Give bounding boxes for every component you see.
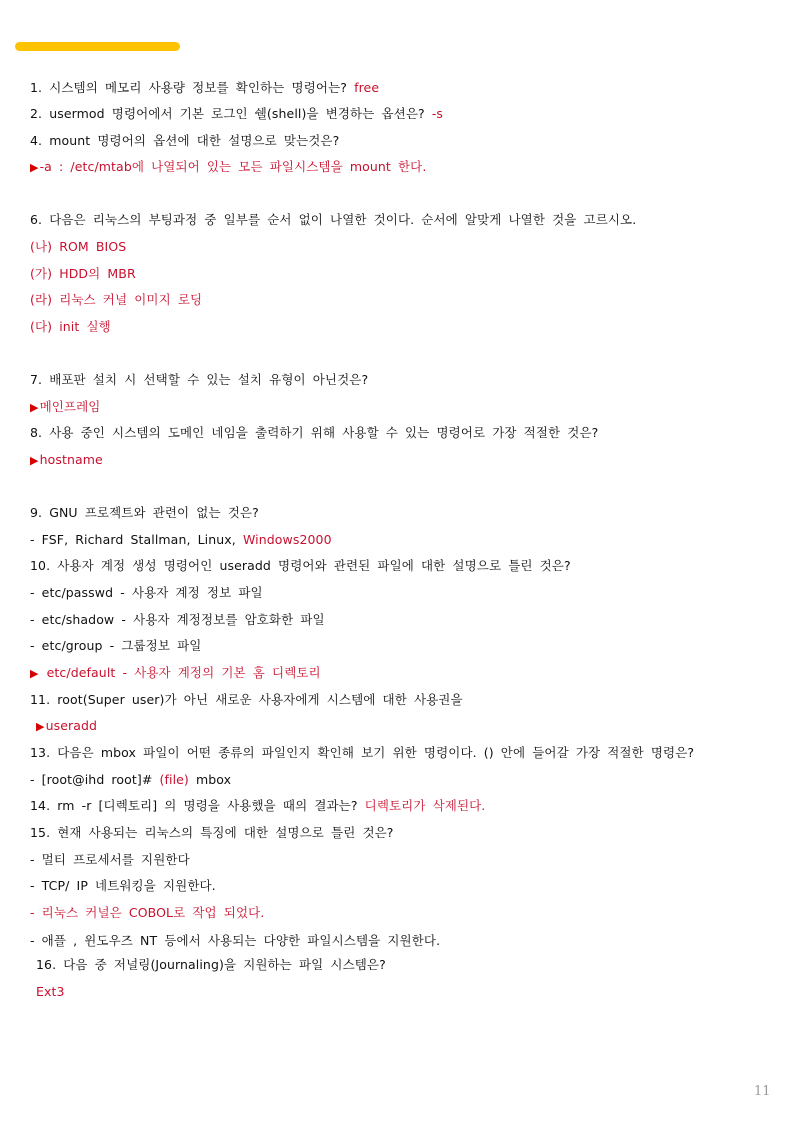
answer-text: (file) <box>159 772 189 787</box>
question-13 <box>30 745 694 761</box>
question-15 <box>30 825 394 841</box>
option-10-2: - etc/shadow - 사용자 계정정보를 암호화한 파일 <box>30 612 325 627</box>
answer-6-item-2: (가) HDD의 MBR <box>30 266 136 281</box>
option-10-3: - etc/group - 그룹정보 파일 <box>30 638 202 653</box>
question-text: 6. 다음은 리눅스의 부팅과정 중 일부를 순서 없이 나열한 것이다. 순서에 알맞게 나열한 것을 고르시오. <box>30 212 637 227</box>
options-text: - FSF, Richard Stallman, Linux, <box>30 532 243 547</box>
answer-15: - 리눅스 커널은 COBOL로 작업 되었다. <box>30 905 265 920</box>
answer-text: hostname <box>39 452 103 467</box>
answer-text: 메인프레임 <box>39 399 101 414</box>
answer-6-item-3: (라) 리눅스 커널 이미지 로딩 <box>30 292 203 307</box>
answer-4 <box>30 159 426 176</box>
triangle-marker-icon: ▶ <box>30 454 39 467</box>
question-text: 7. 배포판 설치 시 선택할 수 있는 설치 유형이 아닌것은? <box>30 372 369 387</box>
command-prefix: - [root@ihd root]# <box>30 772 160 787</box>
question-6 <box>30 212 636 228</box>
answer-10 <box>30 665 321 682</box>
answer-text: useradd <box>45 718 98 733</box>
triangle-marker-icon: ▶ <box>30 667 39 680</box>
answer-16: Ext3 <box>36 984 65 999</box>
answer-text: etc/default - 사용자 계정의 기본 홈 디렉토리 <box>39 665 321 680</box>
question-text: 16. 다음 중 저널링(Journaling)을 지원하는 파일 시스템은? <box>36 957 386 972</box>
question-text: 14. rm -r [디렉토리] 의 명령을 사용했을 때의 결과는? <box>30 798 365 813</box>
question-text: 8. 사용 중인 시스템의 도메인 네임을 출력하기 위해 사용할 수 있는 명령어로 가장 적절한 것은? <box>30 425 599 440</box>
answer-11 <box>36 718 97 735</box>
question-text: 11. root(Super user)가 아닌 새로운 사용자에게 시스템에 대한 사용권을 <box>30 692 463 707</box>
answer-text: -a : /etc/mtab에 나열되어 있는 모든 파일시스템을 mount 한다. <box>39 159 427 174</box>
option-10-1: - etc/passwd - 사용자 계정 정보 파일 <box>30 585 263 600</box>
answer-6-item-4: (다) init 실행 <box>30 319 111 334</box>
command-13 <box>30 772 231 788</box>
question-text: 10. 사용자 계정 생성 명령어인 useradd 명령어와 관련된 파일에 대한 설명으로 틀린 것은? <box>30 558 571 573</box>
answer-text: free <box>354 80 380 95</box>
answer-8 <box>30 452 103 469</box>
question-8 <box>30 425 598 441</box>
option-15-4: - 애플 , 윈도우즈 NT 등에서 사용되는 다양한 파일시스템을 지원한다. <box>30 933 441 948</box>
question-2 <box>30 106 443 122</box>
option-15-1: - 멀티 프로세서를 지원한다 <box>30 852 190 867</box>
question-16 <box>36 957 386 973</box>
header-accent-bar <box>15 42 180 51</box>
triangle-marker-icon: ▶ <box>30 161 39 174</box>
question-text: 4. mount 명령어의 옵션에 대한 설명으로 맞는것은? <box>30 133 340 148</box>
page-number: 11 <box>754 1084 771 1099</box>
triangle-marker-icon: ▶ <box>30 401 39 414</box>
question-14 <box>30 798 485 814</box>
question-7 <box>30 372 368 388</box>
answer-6-item-1: (나) ROM BIOS <box>30 239 127 254</box>
triangle-marker-icon: ▶ <box>36 720 45 733</box>
question-text: 9. GNU 프로젝트와 관련이 없는 것은? <box>30 505 259 520</box>
question-text: 2. usermod 명령어에서 기본 로그인 쉘(shell)을 변경하는 옵션은? <box>30 106 432 121</box>
question-10 <box>30 558 571 574</box>
question-11 <box>30 692 463 708</box>
question-text: 13. 다음은 mbox 파일이 어떤 종류의 파일인지 확인해 보기 위한 명령이다. () 안에 들어갈 가장 적절한 명령은? <box>30 745 695 760</box>
question-4 <box>30 133 339 149</box>
question-text: 15. 현재 사용되는 리눅스의 특징에 대한 설명으로 틀린 것은? <box>30 825 394 840</box>
answer-7 <box>30 399 100 416</box>
command-suffix: mbox <box>188 772 232 787</box>
question-9 <box>30 505 259 521</box>
answer-text: -s <box>431 106 444 121</box>
question-text: 1. 시스템의 메모리 사용량 정보를 확인하는 명령어는? <box>30 80 355 95</box>
option-15-2: - TCP/ IP 네트워킹을 지원한다. <box>30 878 216 893</box>
answer-text: 디렉토리가 삭제된다. <box>364 798 486 813</box>
answer-text: Windows2000 <box>242 532 332 547</box>
options-9 <box>30 532 332 548</box>
question-1 <box>30 80 379 96</box>
